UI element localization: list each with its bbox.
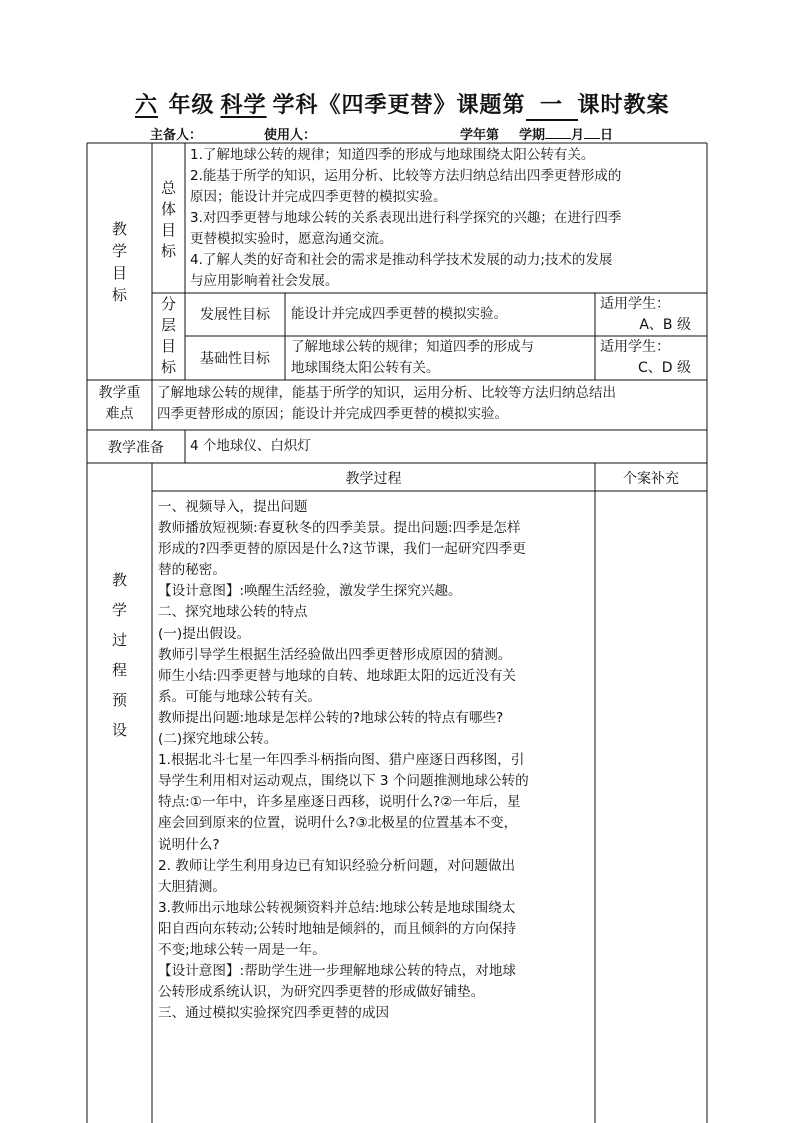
overall-goal-line: 2.能基于所学的知识，运用分析、比较等方法归纳总结出四季更替形成的 — [190, 168, 622, 184]
overall-goal-line: 原因；能设计并完成四季更替的模拟实验。 — [190, 189, 447, 205]
tiered-label-char: 层 — [160, 316, 176, 334]
title-suffix: 课时教案 — [577, 92, 670, 118]
students-level: A、B 级 — [639, 317, 691, 333]
tier-content-line: 能设计并完成四季更替的模拟实验。 — [291, 306, 507, 322]
year-label: 学年第 — [460, 128, 500, 143]
overall-goal-line: 3.对四季更替与地球公转的关系表现出进行科学探究的兴趣；在进行四季 — [190, 210, 622, 226]
process-label-char: 设 — [111, 721, 127, 739]
process-line: 阳自西向东转动;公转时地轴是倾斜的，而且倾斜的方向保持 — [158, 920, 517, 937]
page-title — [0, 88, 794, 121]
key-points-text — [157, 383, 705, 425]
overall-goals-label — [152, 178, 185, 262]
grade-suffix: 年级 — [168, 92, 215, 118]
key-points-label-line: 教学重 — [98, 385, 141, 401]
process-header: 教学过程 — [345, 471, 402, 487]
tiered-label-char: 目 — [160, 337, 176, 355]
process-line: 座会回到原来的位置，说明什么?③北极星的位置基本不变， — [158, 815, 518, 832]
students-level: C、D 级 — [637, 360, 691, 376]
term-label: 学期 — [519, 128, 546, 143]
date-line — [460, 124, 613, 143]
key-points-label-line: 难点 — [105, 406, 134, 422]
overall-label-char: 体 — [160, 200, 176, 218]
overall-label-char: 标 — [160, 242, 176, 260]
process-line: 大胆猜测。 — [158, 878, 226, 895]
process-line: 【设计意图】:帮助学生进一步理解地球公转的特点，对地球 — [158, 963, 517, 980]
key-points-line: 了解地球公转的规律，能基于所学的知识，运用分析、比较等方法归纳总结出 — [157, 385, 616, 401]
preparation-label: 教学准备 — [108, 440, 164, 456]
overall-goals-text — [190, 145, 705, 292]
key-points-label — [87, 383, 152, 425]
goals-label-char: 学 — [111, 242, 127, 260]
process-label-char: 教 — [111, 571, 127, 589]
lesson-value: 一 — [526, 88, 578, 121]
key-points-line: 四季更替形成的原因；能设计并完成四季更替的模拟实验。 — [157, 406, 508, 422]
process-line: (一)提出假设。 — [158, 625, 251, 642]
goals-label-char: 教 — [111, 220, 127, 238]
overall-goal-line: 与应用影响着社会发展。 — [190, 273, 339, 289]
students-label: 适用学生： — [600, 339, 670, 355]
tiered-label-char: 分 — [160, 295, 176, 313]
overall-label-char: 目 — [160, 221, 176, 239]
goals-label — [87, 218, 152, 306]
process-line: (二)探究地球公转。 — [158, 731, 278, 748]
tiered-goals-label — [152, 294, 185, 378]
process-line: 2. 教师让学生利用身边已有知识经验分析问题，对问题做出 — [158, 857, 516, 874]
process-line: 形成的?四季更替的原因是什么?这节课，我们一起研究四季更 — [158, 541, 526, 558]
overall-goal-line: 更替模拟实验时，愿意沟通交流。 — [190, 231, 393, 247]
tier-basic-type: 基础性目标 — [200, 351, 270, 367]
process-line: 系。可能与地球公转有关。 — [158, 688, 322, 705]
supplement-header: 个案补充 — [623, 471, 679, 487]
tiered-label-char: 标 — [160, 358, 176, 376]
subject-suffix: 学科《四季更替》课题第 — [272, 92, 526, 118]
grade-value: 六 — [134, 92, 158, 118]
process-line: 教师提出问题:地球是怎样公转的?地球公转的特点有哪些? — [158, 709, 504, 726]
process-line: 不变;地球公转一周是一年。 — [158, 941, 326, 958]
day-label: 日 — [600, 128, 614, 143]
process-line: 师生小结:四季更替与地球的自转、地球距太阳的远近没有关 — [158, 667, 517, 684]
students-label: 适用学生： — [600, 296, 670, 312]
process-label-char: 学 — [111, 601, 127, 619]
user-label: 使用人： — [264, 128, 317, 143]
process-line: 教师播放短视频:春夏秋冬的四季美景。提出问题:四季是怎样 — [158, 520, 521, 537]
tier-basic-students — [600, 337, 705, 379]
process-label-char: 程 — [111, 661, 127, 679]
process-content — [158, 497, 594, 1024]
tier-content-line: 地球围绕太阳公转有关。 — [291, 360, 440, 376]
tier-development-students — [600, 294, 705, 336]
overall-label-char: 总 — [160, 179, 176, 197]
process-label-char: 预 — [111, 691, 127, 709]
process-label-char: 过 — [111, 631, 127, 649]
process-label — [87, 565, 152, 745]
month-label: 月 — [571, 128, 585, 143]
tier-basic-content — [291, 337, 591, 379]
tier-development-type: 发展性目标 — [200, 307, 270, 323]
process-line: 公转形成系统认识，为研究四季更替的形成做好铺垫。 — [158, 984, 485, 1001]
subject-value: 科学 — [220, 92, 267, 118]
goals-label-char: 标 — [111, 286, 127, 304]
overall-goal-line: 1.了解地球公转的规律；知道四季的形成与地球围绕太阳公转有关。 — [190, 147, 595, 163]
process-line: 三、通过模拟实验探究四季更替的成因 — [158, 1005, 390, 1022]
process-line: 特点:①一年中，许多星座逐日西移，说明什么?②一年后，星 — [158, 794, 521, 811]
process-line: 替的秘密。 — [158, 562, 226, 579]
process-line: 导学生利用相对运动观点，围绕以下 3 个问题推测地球公转的 — [158, 773, 529, 790]
process-line: 1.根据北斗七星一年四季斗柄指向图、猎户座逐日西移图，引 — [158, 752, 525, 769]
process-line: 教师引导学生根据生活经验做出四季更替形成原因的猜测。 — [158, 646, 512, 663]
goals-label-char: 目 — [111, 264, 127, 282]
process-line: 3.教师出示地球公转视频资料并总结:地球公转是地球围绕太 — [158, 899, 516, 916]
preparer-label: 主备人： — [150, 128, 203, 143]
process-line: 说明什么? — [158, 836, 220, 853]
process-line: 一、视频导入，提出问题 — [158, 499, 308, 515]
process-line: 【设计意图】:唤醒生活经验，激发学生探究兴趣。 — [158, 583, 462, 600]
preparation-value: 4 个地球仪、白炽灯 — [190, 438, 311, 454]
tier-content-line: 了解地球公转的规律；知道四季的形成与 — [291, 339, 534, 355]
overall-goal-line: 4.了解人类的好奇和社会的需求是推动科学技术发展的动力;技术的发展 — [190, 252, 613, 268]
tier-development-content — [291, 304, 591, 325]
process-line: 二、探究地球公转的特点 — [158, 604, 308, 621]
